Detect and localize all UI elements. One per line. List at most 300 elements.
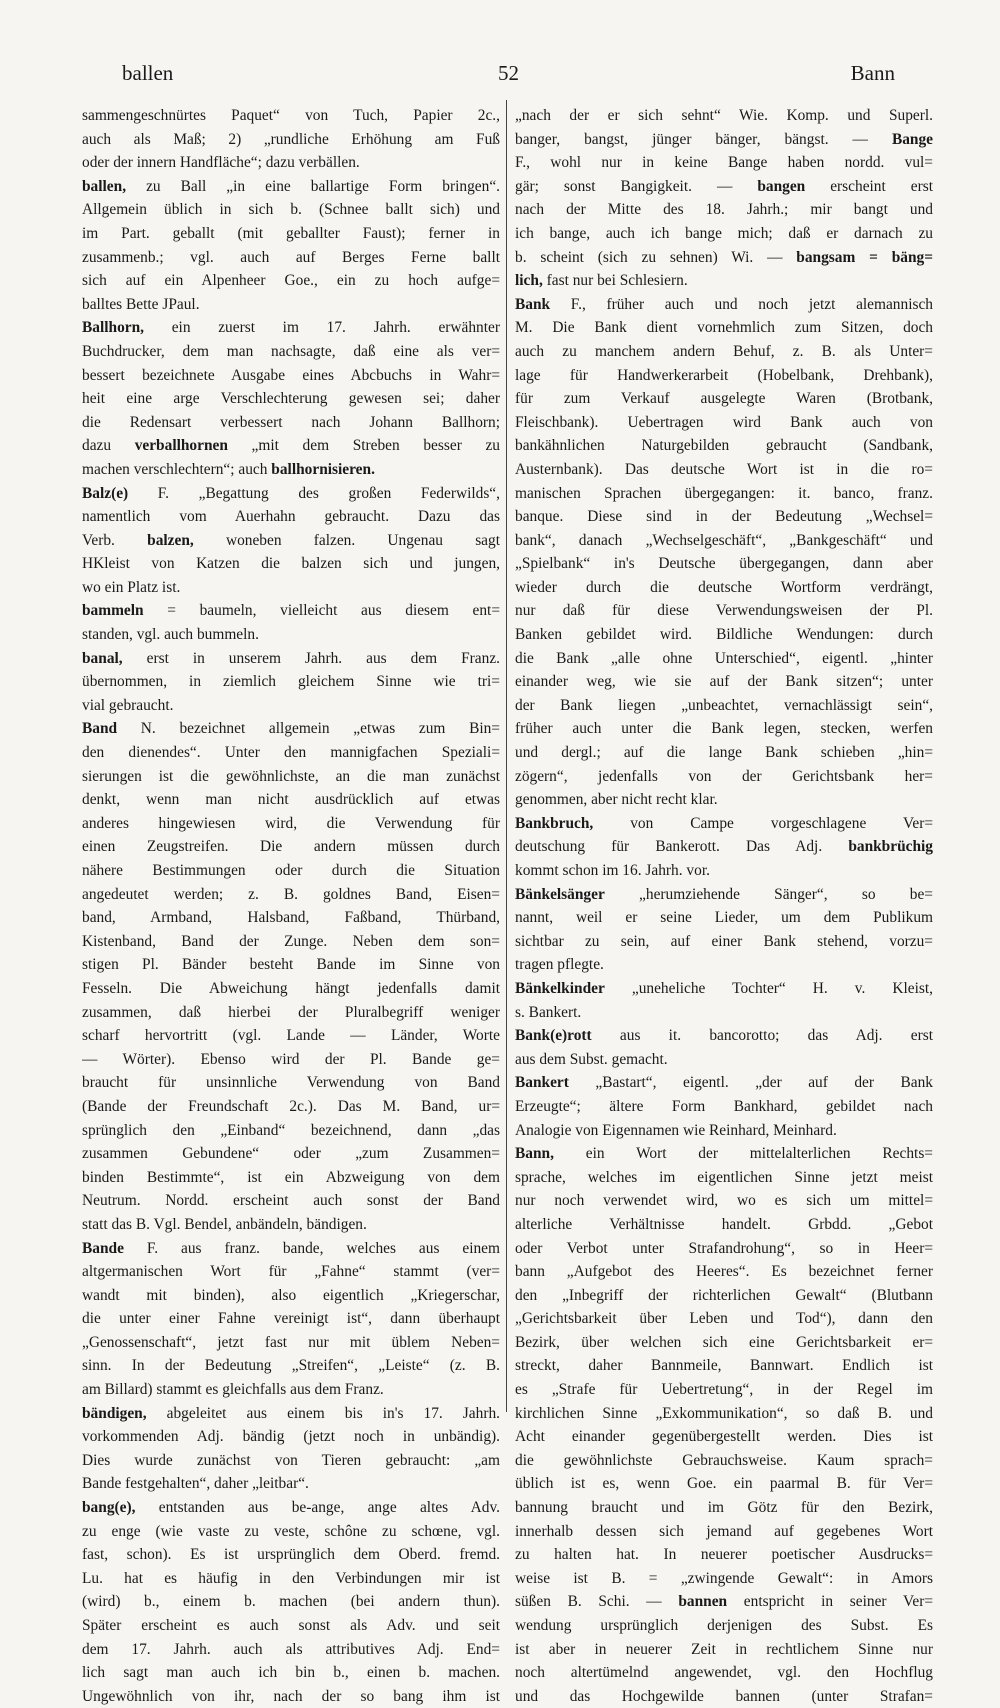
- line-text: „Bastart“, eigentl. „der auf der Bank: [568, 1074, 933, 1092]
- line-text: auch zu manchem andern Behuf, z. B. als Unter=: [515, 342, 933, 360]
- line-text: nur daß für diese Verwendungsweisen der Pl.: [515, 602, 933, 620]
- text-line: [82, 883, 500, 907]
- line-text: sinn. In der Bedeutung „Streifen“, „Leiste“ (z. B.: [82, 1357, 500, 1375]
- headword: lich,: [515, 272, 543, 290]
- text-line: [515, 246, 933, 270]
- text-line: [82, 316, 500, 340]
- line-text: stigen Pl. Bänder besteht Bande im Sinne von: [82, 956, 500, 974]
- text-line: [82, 1119, 500, 1143]
- line-text: wandt mit binden), also eigentlich „Kriegerschar,: [82, 1286, 500, 1304]
- headword: Bank(e)rott: [515, 1027, 592, 1045]
- line-text: den dienendes“. Unter den mannigfachen Speziali=: [82, 744, 500, 762]
- text-line: [515, 387, 933, 411]
- headword: Bange: [891, 130, 933, 148]
- line-text: die gewöhnlichste Gebrauchsweise. Kaum sprach=: [515, 1451, 933, 1469]
- line-text: tragen pflegte.: [515, 956, 604, 974]
- line-text: deutschung für Bankerott. Das Adj.: [515, 838, 849, 856]
- line-text: nach der Mitte des 18. Jahrh.; mir bangt und: [515, 201, 933, 219]
- text-line: [515, 859, 933, 883]
- line-text: einander weg, wie sie auf der Bank sitzen“; unter: [515, 673, 933, 691]
- text-line: [515, 1354, 933, 1378]
- headword: bangsam = bäng=: [796, 248, 933, 266]
- text-line: [82, 1590, 500, 1614]
- headword: bankbrüchig: [848, 838, 933, 856]
- running-header: [82, 58, 935, 88]
- line-text: im Part. geballt (mit geballter Faust); ferner in: [82, 224, 500, 242]
- text-line: [82, 1567, 500, 1591]
- line-text: am Billard) stammt es gleichfalls aus dem Franz.: [82, 1381, 384, 1399]
- line-text: der Bank liegen „unbeachtet, vernachlässigt sein“,: [515, 696, 933, 714]
- text-line: [515, 788, 933, 812]
- headword: Bande: [82, 1239, 124, 1257]
- text-line: [82, 198, 500, 222]
- line-text: abgeleitet aus einem bis in's 17. Jahrh.: [146, 1404, 500, 1422]
- text-line: [515, 1095, 933, 1119]
- line-text: statt das B. Vgl. Bendel, anbändeln, bändigen.: [82, 1215, 367, 1233]
- line-text: die unter einer Fahne vereinigt ist“, dann überhaupt: [82, 1310, 500, 1328]
- text-line: [82, 859, 500, 883]
- line-text: Austernbank). Das deutsche Wort ist in die ro=: [515, 460, 933, 478]
- line-text: HKleist von Katzen die balzen sich und jungen,: [82, 555, 500, 573]
- text-line: [82, 1001, 500, 1025]
- text-line: [82, 1166, 500, 1190]
- text-line: [515, 316, 933, 340]
- line-text: F., wohl nur in keine Bange haben nordd. vul=: [515, 154, 933, 172]
- text-line: [515, 741, 933, 765]
- line-text: nähere Bestimmungen oder durch die Situation: [82, 862, 500, 879]
- line-text: aus it. bancorotto; das Adj. erst: [591, 1027, 933, 1045]
- text-line: [82, 765, 500, 789]
- text-line: [82, 552, 500, 576]
- line-text: F., früher auch und noch jetzt alemannisch: [550, 295, 933, 313]
- headword: Bann,: [515, 1145, 554, 1163]
- text-line: [515, 1307, 933, 1331]
- line-text: (wird) b., einem b. machen (bei andern thun).: [82, 1593, 500, 1611]
- text-line: [82, 1071, 500, 1095]
- line-text: entspricht in seiner Ver=: [727, 1593, 933, 1611]
- text-line: [82, 599, 500, 623]
- text-line: [82, 1425, 500, 1449]
- line-text: bessert bezeichnete Ausgabe eines Abcbuchs in Wahr=: [82, 366, 500, 384]
- line-text: Verb.: [82, 531, 148, 549]
- line-text: manischen Sprachen übergegangen: it. banco, franz.: [515, 484, 933, 502]
- line-text: Erzeugte“; ältere Form Bankhard, gebildet nach: [515, 1097, 933, 1115]
- text-line: [82, 623, 500, 647]
- text-line: [82, 576, 500, 600]
- line-text: genommen, aber nicht recht klar.: [515, 791, 718, 809]
- header-right-catchword: Bann: [850, 61, 895, 85]
- text-line: [515, 552, 933, 576]
- line-text: von Campe vorgeschlagene Ver=: [593, 814, 933, 832]
- text-line: [82, 1213, 500, 1237]
- line-text: nannt, weil er seine Lieder, um dem Publikum: [515, 909, 933, 927]
- line-text: kirchlichen Sinne „Exkommunikation“, so daß B. und: [515, 1404, 933, 1422]
- text-line: [82, 1095, 500, 1119]
- line-text: „Spielbank“ in's Deutsche übergegangen, dann aber: [515, 555, 933, 573]
- text-line: [515, 1567, 933, 1591]
- column-divider: [506, 100, 507, 1412]
- text-line: [82, 1638, 500, 1662]
- text-line: [515, 1685, 933, 1708]
- line-text: lage für Handwerkerarbeit (Hobelbank, Drehbank),: [515, 366, 933, 384]
- headword: ballhornisieren.: [271, 460, 375, 478]
- text-line: [515, 1472, 933, 1496]
- text-line: [515, 505, 933, 529]
- headword: Bänkelkinder: [515, 979, 605, 997]
- headword: bändigen,: [82, 1404, 147, 1422]
- line-text: dem 17. Jahrh. auch als attributives Adj. End=: [82, 1640, 500, 1658]
- line-text: woneben falzen. Ungenau sagt: [193, 531, 500, 549]
- text-line: [82, 835, 500, 859]
- line-text: für zum Verkauf ausgelegte Waren (Brotbank,: [515, 390, 933, 408]
- text-line: [515, 1378, 933, 1402]
- text-line: [82, 812, 500, 836]
- text-line: [515, 599, 933, 623]
- text-line: [515, 128, 933, 152]
- line-text: Fesseln. Die Abweichung hängt jedenfalls damit: [82, 979, 500, 997]
- line-text: anderes hingewiesen wird, die Verwendung für: [82, 814, 500, 832]
- text-line: [82, 293, 500, 317]
- text-line: [82, 222, 500, 246]
- text-line: [515, 906, 933, 930]
- text-line: [515, 1001, 933, 1025]
- line-text: gär; sonst Bangigkeit. —: [515, 177, 758, 195]
- line-text: innerhalb dessen sich jemand auf gegebenes Wort: [515, 1522, 933, 1540]
- text-line: [515, 576, 933, 600]
- line-text: nur noch verwendet wird, wo es sich um mittel=: [515, 1192, 933, 1210]
- line-text: es „Strafe für Uebertretung“, in der Regel im: [515, 1381, 933, 1399]
- text-line: [515, 175, 933, 199]
- text-line: [82, 1260, 500, 1284]
- text-line: [82, 977, 500, 1001]
- line-text: süßen B. Schi. —: [515, 1593, 679, 1611]
- line-text: Acht einander gegenübergestellt werden. Dies ist: [515, 1428, 933, 1446]
- text-line: [82, 1449, 500, 1473]
- text-line: [515, 883, 933, 907]
- line-text: wendung ursprünglich derjenigen des Subst. Es: [515, 1617, 933, 1634]
- headword: bangen: [757, 177, 806, 195]
- line-text: „nach der er sich sehnt“ Wie. Komp. und Superl.: [515, 107, 933, 124]
- text-line: [515, 977, 933, 1001]
- text-line: [82, 1378, 500, 1402]
- line-text: ein zuerst im 17. Jahrh. erwähnter: [144, 319, 500, 337]
- line-text: weise ist B. = „zwingende Gewalt“: in Amors: [515, 1569, 933, 1587]
- line-text: Bezirk, über welchen sich eine Gerichtsbarkeit er=: [515, 1333, 933, 1351]
- text-line: [82, 340, 500, 364]
- line-text: bann „Aufgebot des Heeres“. Es bezeichnet ferner: [515, 1263, 933, 1281]
- text-line: [82, 1024, 500, 1048]
- text-line: [515, 1048, 933, 1072]
- text-line: [515, 1142, 933, 1166]
- text-line: [515, 293, 933, 317]
- text-line: [82, 906, 500, 930]
- line-text: „uneheliche Tochter“ H. v. Kleist,: [604, 979, 933, 997]
- line-text: Banken gebildet wird. Bildliche Wendungen: durch: [515, 626, 933, 644]
- line-text: sierungen ist die gewöhnlichste, an die man zunächst: [82, 767, 500, 785]
- text-line: [515, 482, 933, 506]
- text-line: [82, 930, 500, 954]
- text-line: [82, 1048, 500, 1072]
- text-line: [515, 1024, 933, 1048]
- text-line: [515, 1638, 933, 1662]
- text-line: [515, 1071, 933, 1095]
- line-text: N. bezeichnet allgemein „etwas zum Bin=: [117, 720, 500, 738]
- text-line: [82, 387, 500, 411]
- text-line: [515, 647, 933, 671]
- line-text: die Redensart verbessert nach Johann Ballhorn;: [82, 413, 500, 431]
- text-line: [82, 434, 500, 458]
- line-text: erst in unserem Jahrh. aus dem Franz.: [122, 649, 500, 667]
- line-text: entstanden aus be-ange, ange altes Adv.: [135, 1499, 500, 1517]
- line-text: zusammen Gebundene“ oder „zum Zusammen=: [82, 1145, 500, 1163]
- left-column: [82, 104, 500, 1708]
- headword: balzen,: [147, 531, 194, 549]
- text-line: [82, 1543, 500, 1567]
- text-line: [515, 364, 933, 388]
- headword: Bänkelsänger: [515, 885, 605, 903]
- headword: Bankert: [515, 1074, 569, 1092]
- line-text: oder Verbot unter Strafandrohung“, so in Heer=: [515, 1239, 933, 1257]
- headword: Bank: [515, 295, 551, 313]
- line-text: zu Ball „in eine ballartige Form bringen“.: [126, 177, 500, 195]
- headword: bammeln: [82, 602, 144, 620]
- line-text: und dergl.; auf die lange Bank schieben „hin=: [515, 744, 933, 762]
- text-line: [515, 765, 933, 789]
- line-text: kommt schon im 16. Jahrh. vor.: [515, 862, 710, 879]
- line-text: aus dem Subst. gemacht.: [515, 1050, 668, 1068]
- text-line: [515, 1543, 933, 1567]
- text-line: [515, 812, 933, 836]
- text-line: [515, 930, 933, 954]
- line-text: zusammenb.; vgl. auch auf Berges Ferne ballt: [82, 248, 500, 266]
- line-text: alterliche Verhältnisse handelt. Grbdd. „Gebot: [515, 1215, 933, 1233]
- line-text: M. Die Bank dient vornehmlich zum Sitzen, doch: [515, 319, 933, 337]
- headword: Balz(e): [82, 484, 129, 502]
- text-line: [515, 151, 933, 175]
- line-text: fast, schon). Es ist ursprünglich dem Oberd. fremd.: [82, 1546, 500, 1564]
- text-line: [82, 953, 500, 977]
- line-text: zu enge (wie vaste zu veste, schône zu schœne, vgl.: [82, 1522, 500, 1540]
- text-line: [515, 1614, 933, 1638]
- text-line: [82, 694, 500, 718]
- line-text: balltes Bette JPaul.: [82, 295, 200, 313]
- text-line: [515, 1590, 933, 1614]
- headword: Bankbruch,: [515, 814, 594, 832]
- line-text: Neutrum. Nordd. erscheint auch sonst der Band: [82, 1192, 500, 1210]
- text-line: [515, 1260, 933, 1284]
- text-line: [515, 529, 933, 553]
- text-line: [515, 198, 933, 222]
- line-text: zusammen, daß hierbei der Pluralbegriff weniger: [82, 1003, 500, 1021]
- text-line: [515, 1166, 933, 1190]
- line-text: sammengeschnürtes Paquet“ von Tuch, Papier 2c.,: [82, 107, 500, 124]
- text-line: [515, 269, 933, 293]
- text-line: [82, 411, 500, 435]
- text-line: [82, 1472, 500, 1496]
- line-text: F. aus franz. bande, welches aus einem: [123, 1239, 500, 1257]
- line-text: „Gerichtsbarkeit über Leben und Tod“), dann den: [515, 1310, 933, 1328]
- text-line: [82, 1284, 500, 1308]
- line-text: band, Armband, Halsband, Faßband, Thürband,: [82, 909, 500, 927]
- text-line: [515, 411, 933, 435]
- line-text: angedeutet werden; z. B. goldnes Band, Eisen=: [82, 885, 500, 903]
- line-text: bannung braucht und im Götz für den Bezirk,: [515, 1499, 933, 1517]
- line-text: altgermanischen Wort für „Fahne“ stammt (ver=: [82, 1263, 500, 1281]
- text-line: [82, 505, 500, 529]
- line-text: standen, vgl. auch bummeln.: [82, 626, 259, 644]
- text-line: [82, 269, 500, 293]
- text-line: [82, 1189, 500, 1213]
- text-line: [515, 835, 933, 859]
- text-line: [515, 1284, 933, 1308]
- line-text: vial gebraucht.: [82, 696, 174, 714]
- line-text: F. „Begattung des großen Federwilds“,: [128, 484, 500, 502]
- text-line: [515, 1402, 933, 1426]
- line-text: b. scheint (sich zu sehnen) Wi. —: [515, 248, 797, 266]
- headword: Band: [82, 720, 118, 738]
- right-column: [515, 104, 933, 1708]
- text-line: [82, 128, 500, 152]
- line-text: Fleischbank). Uebertragen wird Bank auch von: [515, 413, 933, 431]
- text-line: [515, 1119, 933, 1143]
- text-line: [82, 1402, 500, 1426]
- line-text: banger, bangst, jünger bänger, bängst. —: [515, 130, 892, 148]
- text-line: [82, 529, 500, 553]
- text-line: [82, 1331, 500, 1355]
- text-line: [515, 1189, 933, 1213]
- line-text: banque. Diese sind in der Bedeutung „Wechsel=: [515, 508, 933, 526]
- line-text: namentlich vom Auerhahn gebraucht. Dazu das: [82, 508, 500, 526]
- line-text: vorkommenden Adj. bändig (jetzt noch in unbändig).: [82, 1428, 500, 1446]
- line-text: sichtbar zu sein, auf einer Bank stehend, vorzu=: [515, 932, 933, 950]
- headword: banal,: [82, 649, 123, 667]
- text-line: [82, 741, 500, 765]
- text-line: [82, 104, 500, 128]
- text-line: [515, 1331, 933, 1355]
- line-text: wieder durch die deutsche Wortform verdrängt,: [515, 578, 933, 596]
- text-line: [515, 670, 933, 694]
- line-text: Lu. hat es häufig in den Verbindungen mir ist: [82, 1569, 500, 1587]
- line-text: Allgemein üblich in sich b. (Schnee ballt sich) und: [82, 201, 500, 219]
- text-line: [515, 1237, 933, 1261]
- text-line: [515, 1213, 933, 1237]
- line-text: oder der innern Handfläche“; dazu verbällen.: [82, 154, 360, 172]
- line-text: den „Inbegriff der richterlichen Gewalt“ (Blutbann: [515, 1286, 933, 1304]
- text-line: [82, 482, 500, 506]
- line-text: fast nur bei Schlesiern.: [542, 272, 688, 290]
- line-text: Dies wurde zunächst von Tieren gebraucht: „am: [82, 1451, 500, 1469]
- header-left-catchword: ballen: [122, 61, 174, 85]
- line-text: Bande festgehalten“, daher „leitbar“.: [82, 1475, 309, 1493]
- line-text: und das Hochgewilde bannen (unter Strafan=: [515, 1687, 933, 1705]
- text-line: [82, 1142, 500, 1166]
- text-line: [82, 1237, 500, 1261]
- text-line: [82, 458, 500, 482]
- line-text: braucht für unsinnliche Verwendung von Band: [82, 1074, 500, 1092]
- line-text: früher auch unter die Bank legen, stecken, werfen: [515, 720, 933, 738]
- line-text: Kistenband, Band der Zunge. Neben dem son=: [82, 932, 500, 950]
- line-text: „herumziehende Sänger“, so be=: [604, 885, 933, 903]
- line-text: machen verschlechtern“; auch: [82, 460, 272, 478]
- text-line: [515, 1425, 933, 1449]
- text-line: [515, 104, 933, 128]
- text-line: [515, 340, 933, 364]
- line-text: — Wörter). Ebenso wird der Pl. Bande ge=: [82, 1050, 500, 1068]
- line-text: auch als Maß; 2) „rundliche Erhöhung am Fuß: [82, 130, 500, 148]
- text-line: [515, 1496, 933, 1520]
- line-text: übernommen, in ziemlich gleichem Sinne wie tri=: [82, 673, 500, 691]
- text-line: [82, 246, 500, 270]
- line-text: binden Bestimmte“, ist ein Abzweigung von dem: [82, 1168, 500, 1186]
- text-line: [82, 788, 500, 812]
- line-text: denkt, wenn man nicht ausdrücklich auf etwas: [82, 791, 500, 809]
- line-text: scharf hervortritt (vgl. Lande — Länder, Worte: [82, 1027, 500, 1045]
- line-text: Analogie von Eigennamen wie Reinhard, Meinhard.: [515, 1121, 837, 1139]
- text-line: [515, 222, 933, 246]
- line-text: üblich ist es, wenn Goe. ein paarmal B. für Ver=: [515, 1475, 933, 1493]
- line-text: zögern“, jedenfalls von der Gerichtsbank her=: [515, 767, 933, 785]
- text-line: [515, 1661, 933, 1685]
- text-line: [82, 1520, 500, 1544]
- text-line: [515, 458, 933, 482]
- line-text: die Bank „alle ohne Unterschied“, eigentl. „hinter: [515, 649, 933, 667]
- text-line: [82, 1685, 500, 1708]
- text-line: [515, 694, 933, 718]
- text-line: [82, 151, 500, 175]
- line-text: lich sagt man auch ich bin b., einen b. machen.: [82, 1664, 500, 1682]
- line-text: einen Zeugstreifen. Die andern müssen durch: [82, 838, 500, 856]
- line-text: ist aber in neuerer Zeit in rechtlichem Sinne nur: [515, 1640, 933, 1658]
- line-text: Ungewöhnlich von ihr, nach der so bang ihm ist: [82, 1687, 500, 1705]
- text-line: [82, 1661, 500, 1685]
- page-number: 52: [498, 61, 519, 85]
- headword: Ballhorn,: [82, 319, 145, 337]
- text-line: [82, 364, 500, 388]
- text-line: [82, 1614, 500, 1638]
- line-text: ein Wort der mittelalterlichen Rechts=: [553, 1145, 933, 1163]
- line-text: (Bande der Freundschaft 2c.). Das M. Band, ur=: [82, 1097, 500, 1115]
- text-line: [515, 623, 933, 647]
- line-text: erscheint erst: [805, 177, 933, 195]
- text-line: [515, 1520, 933, 1544]
- line-text: s. Bankert.: [515, 1003, 582, 1021]
- line-text: bankähnlichen Naturgebilden gebraucht (Sandbank,: [515, 437, 933, 455]
- line-text: Buchdrucker, dem man nachsagte, daß eine als ver=: [82, 342, 500, 360]
- line-text: streckt, daher Bannmeile, Bannwart. Endlich ist: [515, 1357, 933, 1375]
- line-text: sprache, welches im eigentlichen Sinne jetzt meist: [515, 1168, 933, 1186]
- text-line: [82, 1307, 500, 1331]
- headword: bang(e),: [82, 1499, 136, 1517]
- line-text: wo ein Platz ist.: [82, 578, 181, 596]
- text-line: [515, 717, 933, 741]
- line-text: „Genossenschaft“, jetzt fast nur mit üblem Neben=: [82, 1333, 500, 1351]
- text-line: [515, 1449, 933, 1473]
- text-line: [82, 647, 500, 671]
- line-text: dazu: [82, 437, 135, 455]
- text-line: [82, 670, 500, 694]
- line-text: „mit dem Streben besser zu: [227, 437, 500, 455]
- text-line: [515, 953, 933, 977]
- line-text: sich auf ein Alpenheer Goe., ein zu hoch aufge=: [82, 272, 500, 290]
- line-text: Später erscheint es auch sonst als Adv. und seit: [82, 1617, 500, 1634]
- headword: bannen: [678, 1593, 728, 1611]
- headword: ballen,: [82, 177, 127, 195]
- text-line: [82, 1354, 500, 1378]
- line-text: ich bange, auch ich bange mich; daß er darnach zu: [515, 224, 933, 242]
- line-text: sprünglich den „Einband“ bezeichnend, dann „das: [82, 1121, 500, 1139]
- text-line: [82, 717, 500, 741]
- line-text: zu halten hat. In neuerer poetischer Ausdrucks=: [515, 1546, 933, 1564]
